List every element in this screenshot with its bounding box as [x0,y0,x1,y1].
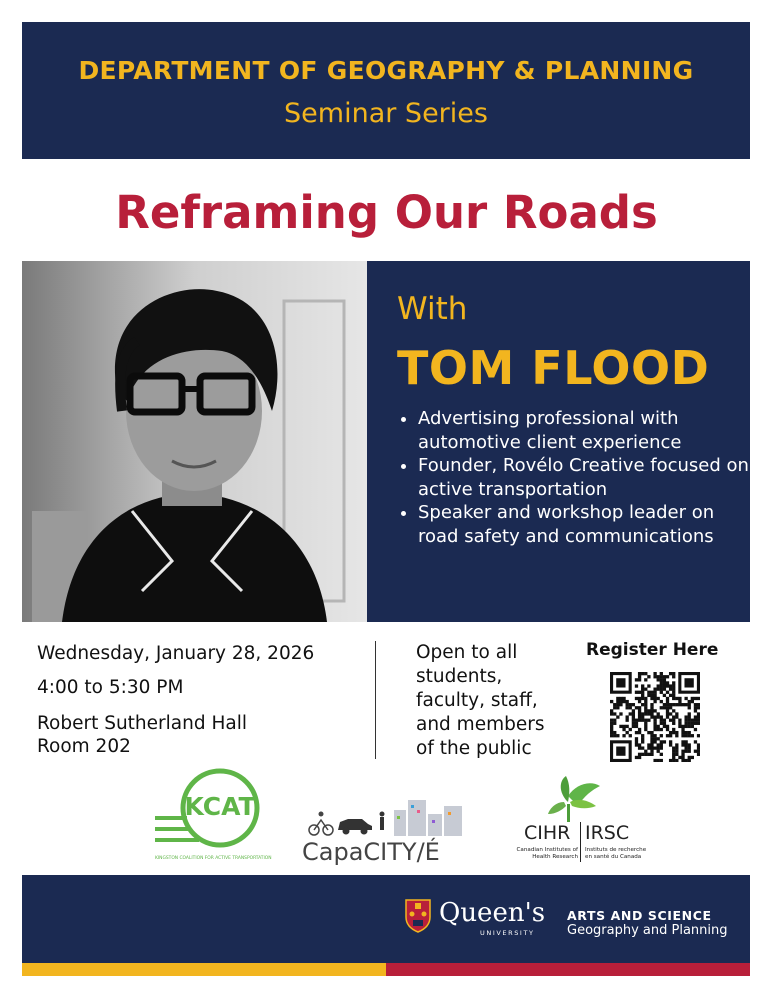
speaker-panel [367,261,750,622]
kcat-name: KCAT [184,792,256,821]
kcat-tagline: KINGSTON COALITION FOR ACTIVE TRANSPORTATION [155,856,272,861]
bio-item: • Founder, Rovélo Creative focused on active transportation [418,454,758,501]
cihr-french-line1: Instituts de recherche [585,847,647,853]
speaker-name: TOM FLOOD [397,341,710,395]
bio-item: • Speaker and workshop leader on road safety and communications [418,501,758,548]
event-time: 4:00 to 5:30 PM [37,677,184,698]
cihr-english-line1: Canadian Institutes of [516,847,578,853]
footer-department-name: Geography and Planning [567,923,728,938]
register-label: Register Here [586,640,719,660]
event-location-room: Room 202 [37,736,131,757]
bio-item: • Advertising professional with automotive client experience [418,407,758,454]
seminar-title: Reframing Our Roads [115,186,658,239]
irsc-acronym: IRSC [585,822,630,844]
cihr-english-name [506,847,578,861]
queens-wordmark: Queen's [439,898,546,928]
with-label: With [397,291,468,327]
queens-university-label: UNIVERSITY [480,929,535,937]
event-location-building: Robert Sutherland Hall [37,713,247,734]
footer-banner [22,875,750,963]
event-date: Wednesday, January 28, 2026 [37,643,315,664]
header-banner [22,22,750,159]
capacity-logo [302,792,467,868]
cihr-english-line2: Health Research [532,854,578,860]
kcat-logo [155,766,270,866]
speaker-bio-list [401,407,758,548]
department-title: DEPARTMENT OF GEOGRAPHY & PLANNING [78,56,694,85]
register-qr-code[interactable] [610,672,700,766]
cihr-french-name [585,847,657,861]
audience-text: Open to all students, faculty, staff, and members of the public [416,642,545,759]
speaker-photo [22,261,367,622]
footer-stripe-red [386,963,750,976]
queens-logo [405,875,750,963]
seminar-series-label: Seminar Series [284,98,488,129]
cihr-logo [506,776,656,868]
cihr-acronym: CIHR [524,822,571,844]
footer-stripe-gold [22,963,386,976]
capacity-name: CapaCITY/É [302,838,440,866]
faculty-name: ARTS AND SCIENCE [567,908,712,923]
cihr-divider [580,822,581,862]
cihr-french-line2: en santé du Canada [585,854,642,860]
info-divider [375,641,376,759]
